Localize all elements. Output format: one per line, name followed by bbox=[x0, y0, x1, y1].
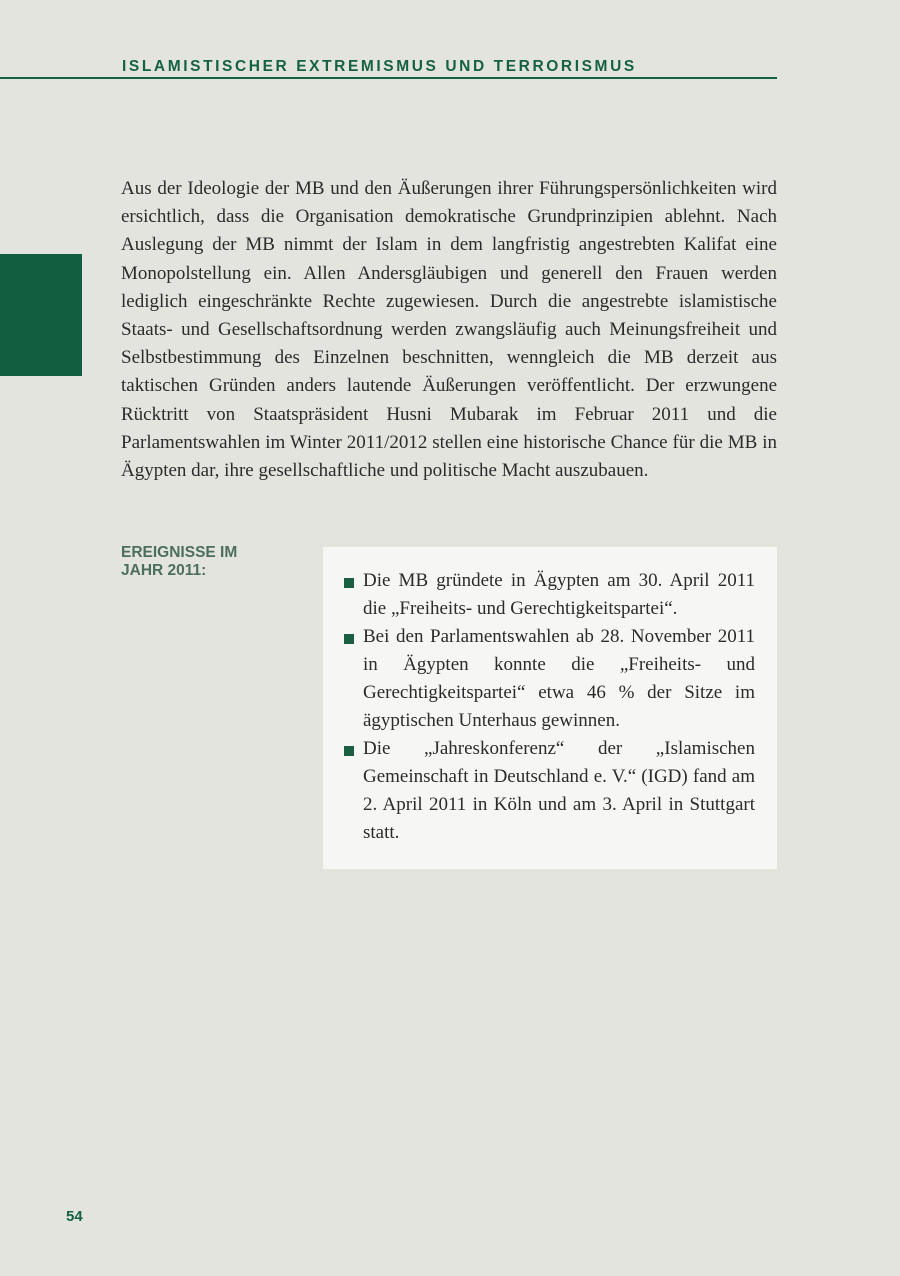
list-item-text: Die „Jahreskonferenz“ der „Islamischen Gemeinschaft in Deutschland e. V.“ (IGD) fand am 2. April 2011 in Köln und am 3. April in Stuttgart statt. bbox=[363, 738, 755, 843]
events-list bbox=[341, 567, 755, 847]
list-item bbox=[341, 623, 755, 735]
list-item-text: Die MB gründete in Ägypten am 30. April 2011 die „Freiheits- und Gerechtigkeitspartei“. bbox=[363, 570, 755, 619]
square-bullet-icon bbox=[344, 578, 354, 588]
events-label-line2: JAHR 2011: bbox=[121, 562, 207, 579]
list-item bbox=[341, 735, 755, 847]
header-rule bbox=[0, 77, 777, 79]
events-label-line1: EREIGNISSE IM bbox=[121, 544, 238, 561]
body-paragraph: Aus der Ideologie der MB und den Äußerungen ihrer Führungspersönlichkeiten wird ersichtlich, dass die Organisation demokratische Grundprinzipien ablehnt. Nach Auslegung der MB nimmt der Islam in dem langfristig angestrebten Kalifat eine Monopolstellung ein. Allen Andersgläubigen und generell den Frauen werden lediglich eingeschränkte Rechte zugewiesen. Durch die angestrebte islamistische Staats- und Gesellschaftsordnung werden zwangsläufig auch Meinungsfreiheit und Selbstbestimmung des Einzelnen beschnitten, wenngleich die MB derzeit aus taktischen Gründen anders lautende Äußerungen veröffentlicht. Der erzwungene Rücktritt von Staatspräsident Husni Mubarak im Februar 2011 und die Parlamentswahlen im Winter 2011/2012 stellen eine historische Chance für die MB in Ägypten dar, ihre gesellschaftliche und politische Macht auszubauen. bbox=[121, 178, 777, 482]
chapter-tab-marker bbox=[0, 254, 82, 376]
page-number: 54 bbox=[66, 1208, 83, 1225]
square-bullet-icon bbox=[344, 746, 354, 756]
events-box bbox=[323, 547, 777, 869]
list-item bbox=[341, 567, 755, 623]
running-header: ISLAMISTISCHER EXTREMISMUS UND TERRORISMUS bbox=[122, 58, 637, 75]
events-section-label bbox=[121, 544, 301, 580]
square-bullet-icon bbox=[344, 634, 354, 644]
list-item-text: Bei den Parlamentswahlen ab 28. November 2011 in Ägypten konnte die „Freiheits- und Gerechtigkeitspartei“ etwa 46 % der Sitze im ägyptischen Unterhaus gewinnen. bbox=[363, 626, 755, 731]
